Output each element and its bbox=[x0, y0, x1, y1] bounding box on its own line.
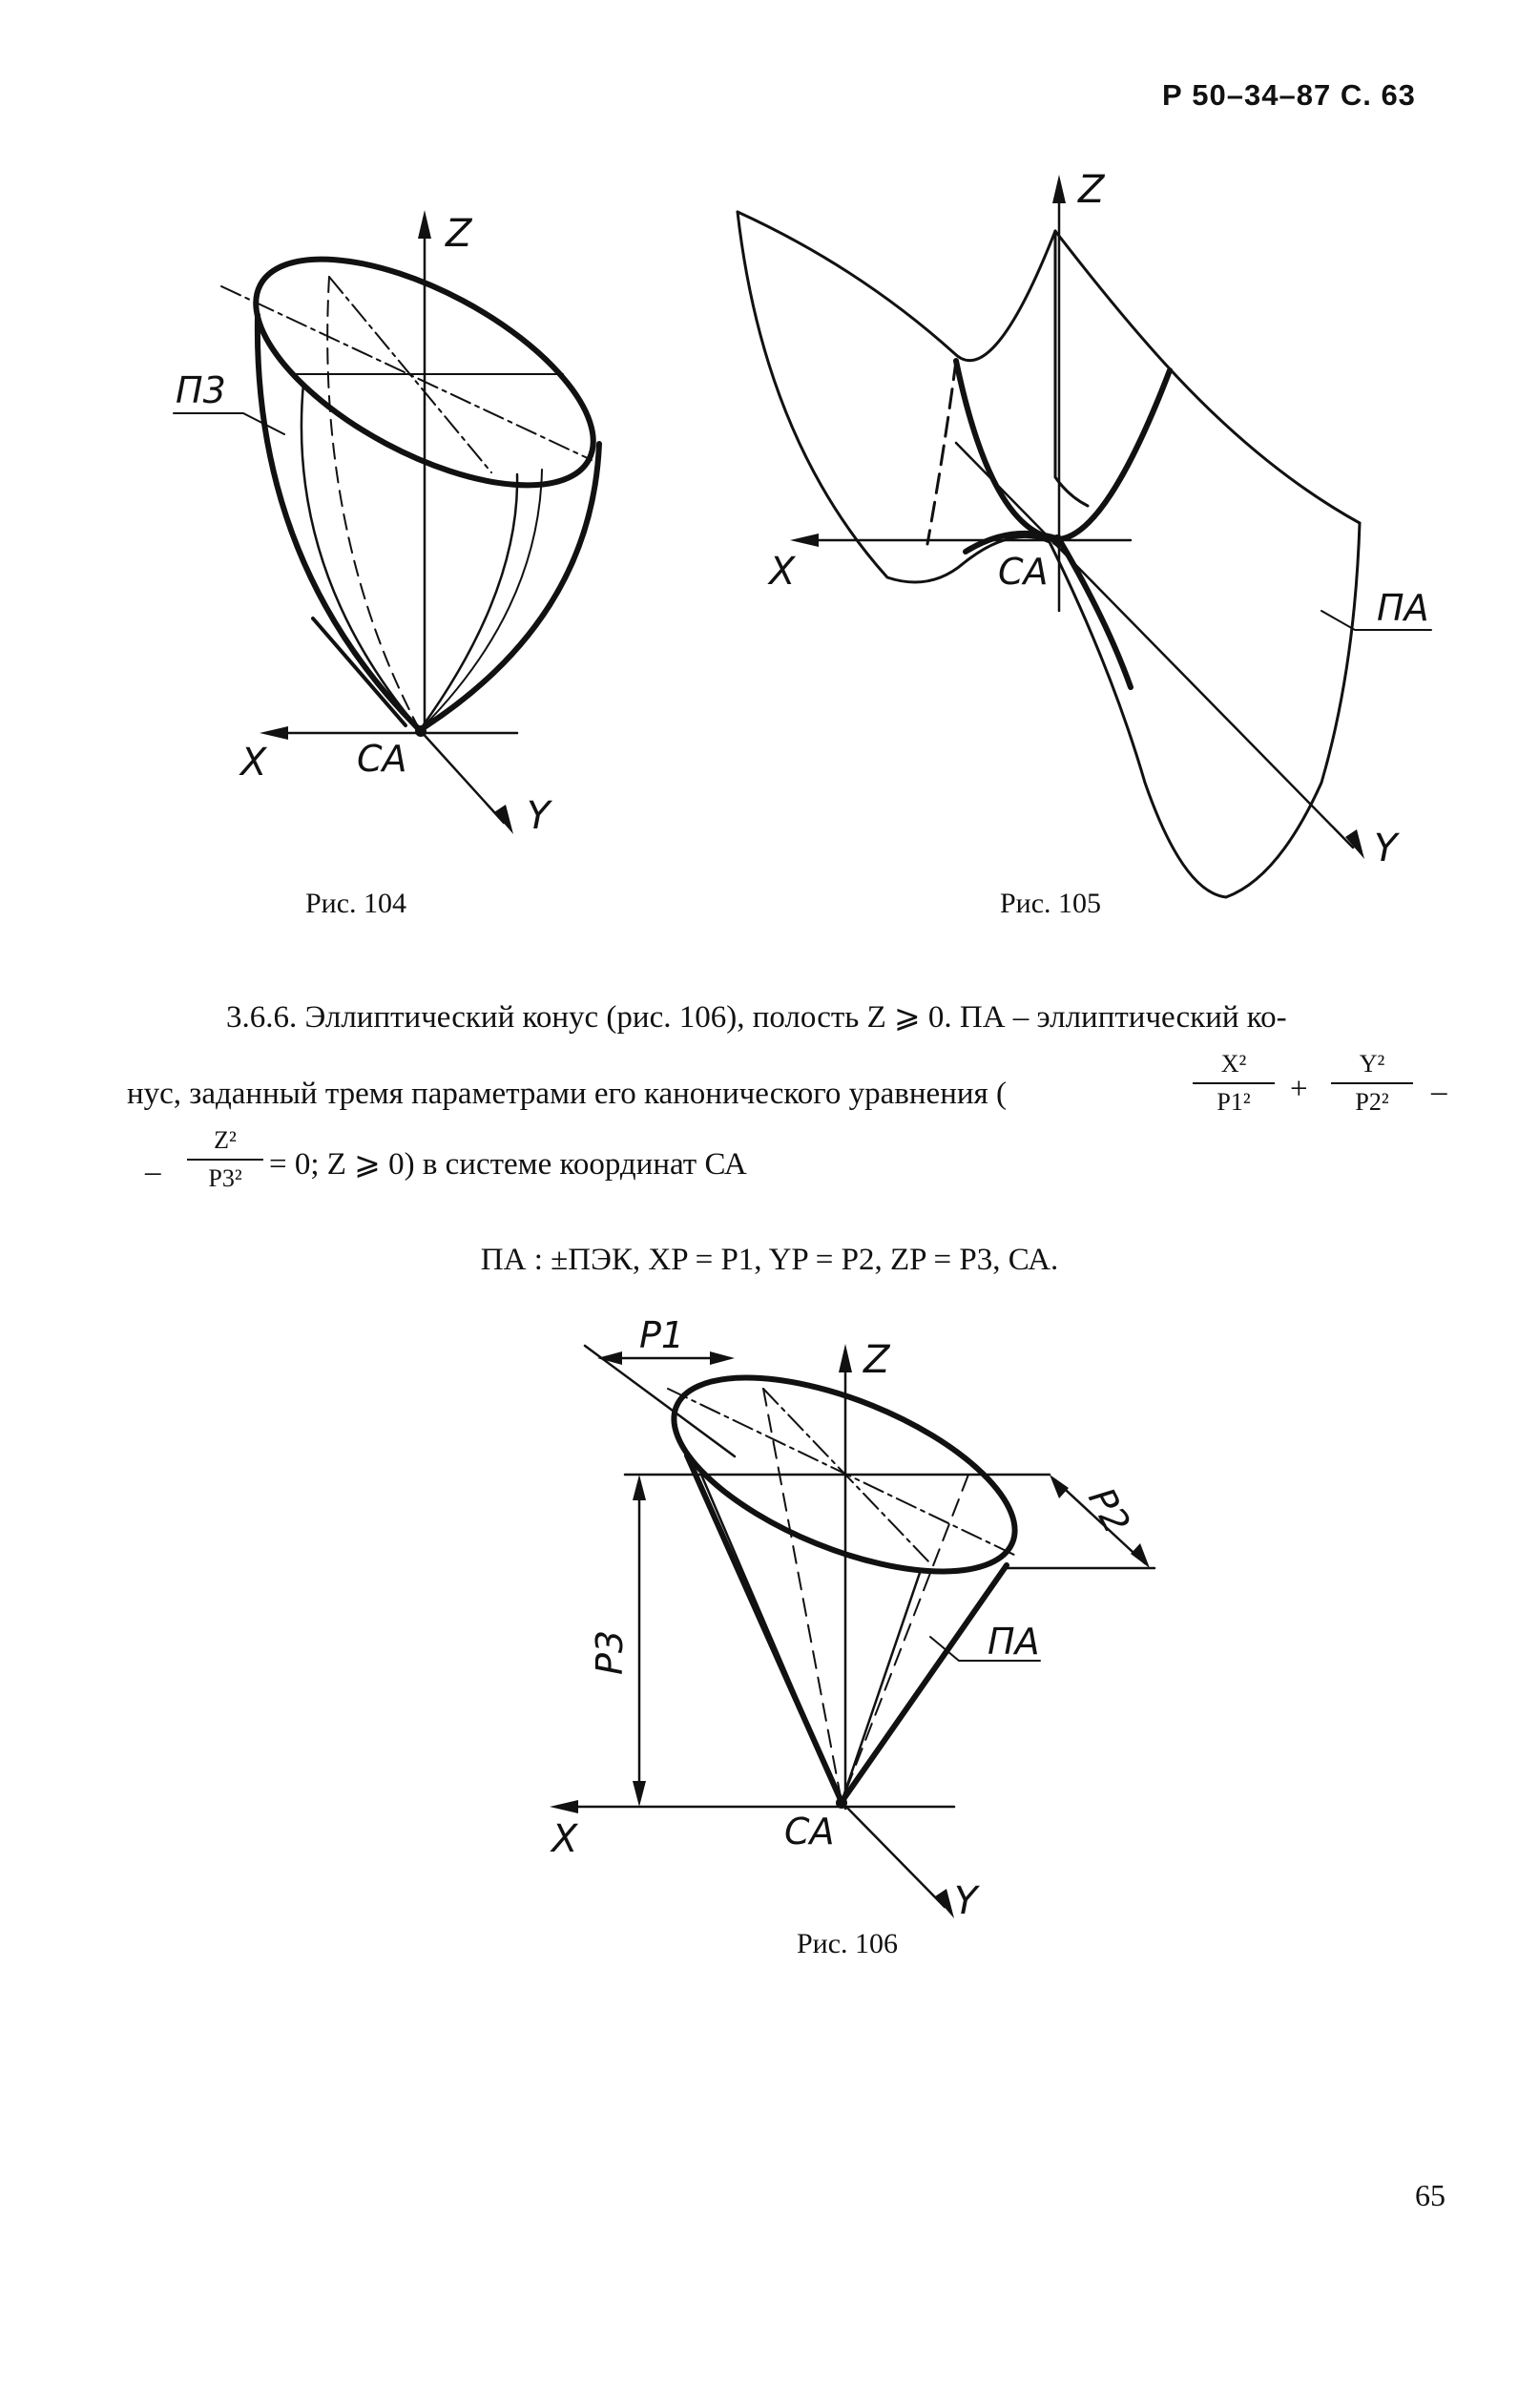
standard-reference: Р 50–34–87 С. 63 bbox=[1162, 78, 1416, 112]
minus-sign-start: – bbox=[145, 1155, 161, 1189]
y-axis-label: Y bbox=[1374, 827, 1398, 870]
plus-sign: + bbox=[1290, 1072, 1308, 1106]
fraction-x bbox=[1193, 1052, 1275, 1115]
x-axis-label: X bbox=[551, 1817, 578, 1861]
page-number: 65 bbox=[1415, 2178, 1445, 2212]
y-axis-arrowhead bbox=[494, 805, 513, 834]
section-line-1: 3.6.6. Эллиптический конус (рис. 106), полость Z ⩾ 0. ПА – эллиптический ко- bbox=[226, 1000, 1287, 1035]
cone-left-contour bbox=[687, 1455, 842, 1802]
x-axis-label: X bbox=[240, 741, 267, 785]
y-axis bbox=[420, 730, 504, 823]
section-line-3: = 0; Z ⩾ 0) в системе координат СА bbox=[269, 1147, 747, 1182]
surface-label: П3 bbox=[176, 369, 226, 411]
origin-label: СА bbox=[998, 551, 1049, 593]
fraction-y bbox=[1331, 1052, 1413, 1115]
y-axis-arrowhead bbox=[935, 1889, 954, 1918]
x-axis-arrowhead bbox=[260, 726, 288, 740]
section-line-2: нус, заданный тремя параметрами его канонического уравнения ( bbox=[127, 1077, 1007, 1111]
y-axis-label: Y bbox=[527, 794, 551, 838]
y-axis bbox=[842, 1802, 945, 1907]
z-axis-arrowhead bbox=[418, 210, 431, 239]
origin-point bbox=[415, 725, 426, 737]
figure-106-caption: Рис. 106 bbox=[797, 1928, 899, 1959]
x-axis-arrowhead bbox=[790, 534, 819, 547]
origin-point bbox=[1051, 534, 1063, 546]
surface-label: ПА bbox=[988, 1621, 1040, 1663]
z-axis-arrowhead bbox=[839, 1344, 852, 1372]
saddle-front-fold bbox=[1050, 523, 1360, 897]
fraction-x-numerator: X² bbox=[1220, 1050, 1247, 1078]
paraboloid-left-contour bbox=[258, 315, 420, 730]
canonical-formula: ПА : ±ПЭК, XP = P1, YP = P2, ZP = P3, СА. bbox=[480, 1243, 1059, 1277]
p3-label: P3 bbox=[589, 1629, 631, 1675]
figure-104-caption: Рис. 104 bbox=[305, 888, 407, 919]
saddle-left-edge bbox=[738, 212, 1050, 582]
z-axis-arrowhead bbox=[1052, 175, 1066, 203]
z-axis-label: Z bbox=[446, 212, 472, 256]
fraction-z bbox=[187, 1128, 263, 1191]
fraction-x-denominator: P1² bbox=[1217, 1088, 1251, 1116]
origin-point bbox=[836, 1797, 847, 1809]
saddle-top-edge bbox=[738, 212, 1055, 361]
origin-label: СА bbox=[784, 1811, 835, 1853]
fraction-y-numerator: Y² bbox=[1359, 1050, 1385, 1078]
fraction-z-denominator: P3² bbox=[208, 1164, 242, 1192]
fraction-z-numerator: Z² bbox=[214, 1126, 237, 1154]
surface-label: ПА bbox=[1377, 587, 1429, 629]
x-axis-arrowhead bbox=[550, 1800, 578, 1813]
z-axis-label: Z bbox=[863, 1338, 890, 1382]
saddle-right-edge bbox=[1055, 231, 1360, 523]
p1-label: P1 bbox=[639, 1314, 685, 1356]
y-axis-label: Y bbox=[954, 1879, 978, 1923]
z-axis-label: Z bbox=[1078, 168, 1105, 212]
figure-105-caption: Рис. 105 bbox=[1000, 888, 1102, 919]
figure-105 bbox=[735, 162, 1460, 926]
y-axis bbox=[956, 443, 1353, 848]
figure-106 bbox=[534, 1308, 1183, 1937]
x-axis-label: X bbox=[769, 550, 796, 594]
cone-right-contour bbox=[842, 1565, 1007, 1802]
p2-label: P2 bbox=[1080, 1480, 1139, 1540]
minus-sign-end: – bbox=[1431, 1075, 1447, 1109]
origin-label: СА bbox=[357, 738, 407, 780]
fraction-y-denominator: P2² bbox=[1355, 1088, 1389, 1116]
figure-104 bbox=[172, 200, 668, 859]
